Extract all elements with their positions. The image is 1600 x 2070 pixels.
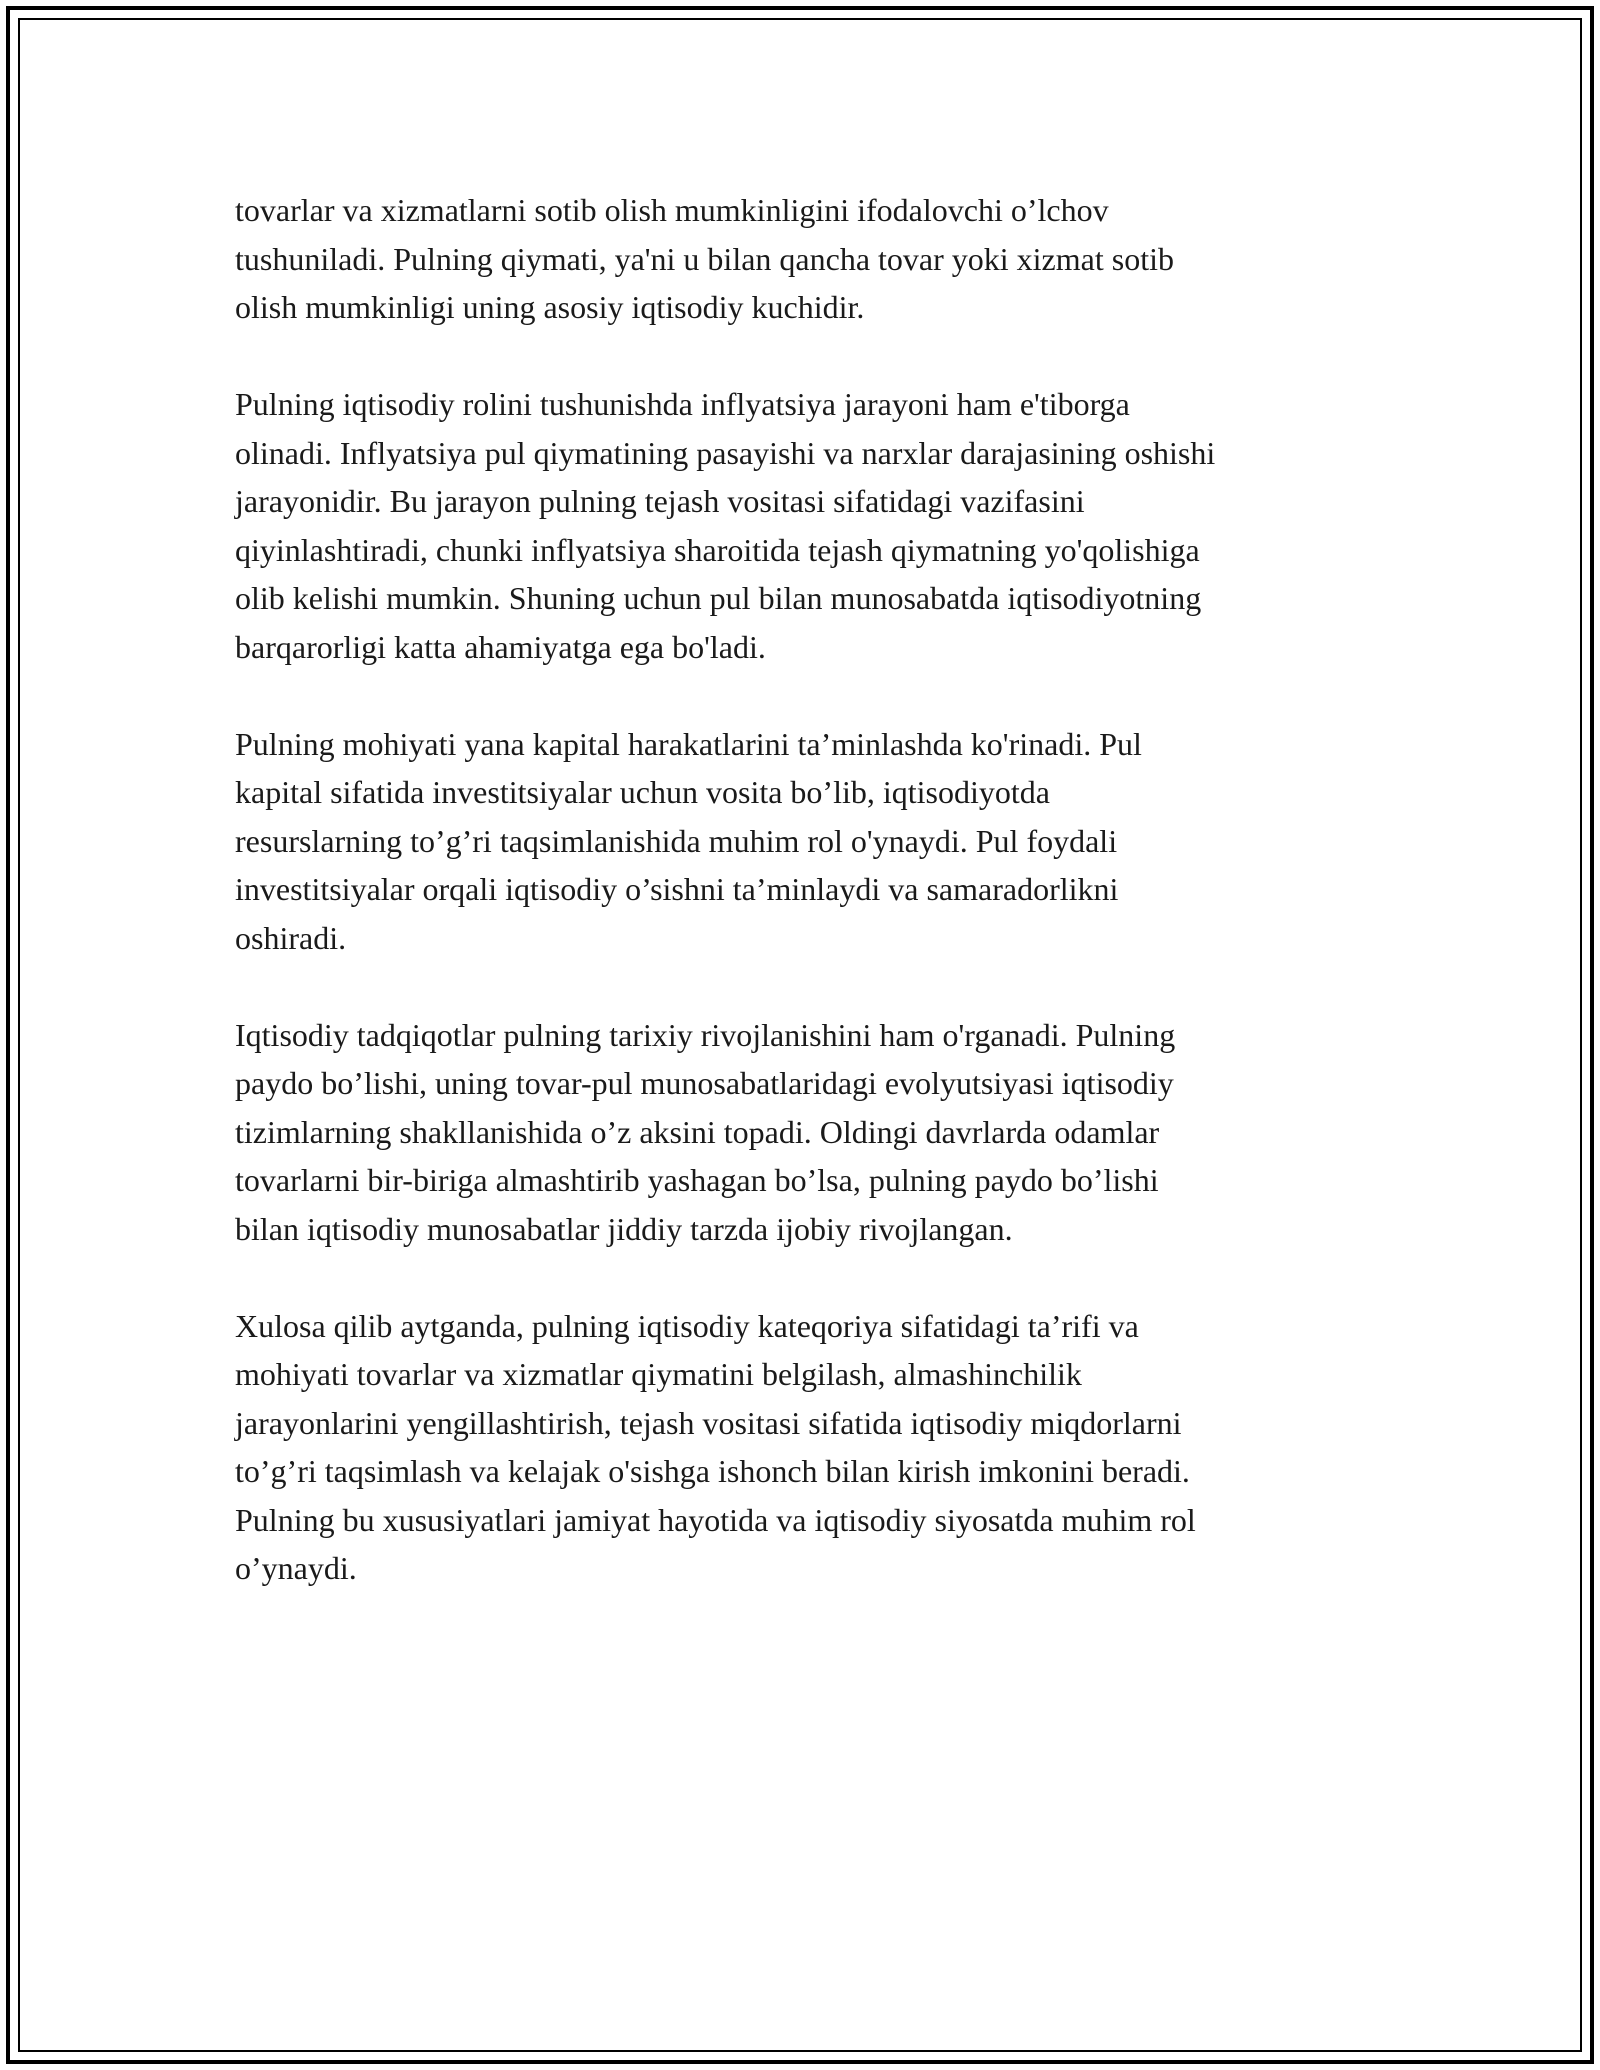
text-line: tizimlarning shakllanishida o’z aksini topadi. Oldingi davrlarda odamlar xyxy=(235,1113,1160,1150)
text-line: Pulning mohiyati yana kapital harakatlarini ta’minlashda ko'rinadi. Pul xyxy=(235,725,1142,762)
text-line: kapital sifatida investitsiyalar uchun vosita bo’lib, iqtisodiyotda xyxy=(235,774,1050,810)
paragraph-1 xyxy=(235,186,1375,332)
text-line: olib kelishi mumkin. Shuning uchun pul bilan munosabatda iqtisodiyotning xyxy=(235,580,1202,616)
text-line: paydo bo’lishi, uning tovar-pul munosabatlaridagi evolyutsiyasi iqtisodiy xyxy=(235,1065,1174,1101)
paragraph-2 xyxy=(235,380,1375,671)
text-line: Pulning bu xususiyatlari jamiyat hayotida va iqtisodiy siyosatda muhim rol xyxy=(235,1501,1196,1538)
text-line: investitsiyalar orqali iqtisodiy o’sishni ta’minlaydi va samaradorlikni xyxy=(235,871,1119,907)
text-line: Xulosa qilib aytganda, pulning iqtisodiy kateqoriya sifatidagi ta’rifi va xyxy=(235,1307,1139,1344)
text-line: olinadi. Inflyatsiya pul qiymatining pasayishi va narxlar darajasining oshishi xyxy=(235,434,1216,471)
text-line: tovarlar va xizmatlarni sotib olish mumkinligini ifodalovchi o’lchov xyxy=(235,192,1109,228)
text-line: Iqtisodiy tadqiqotlar pulning tarixiy rivojlanishini ham o'rganadi. Pulning xyxy=(235,1016,1176,1053)
text-line: jarayonidir. Bu jarayon pulning tejash vositasi sifatidagi vazifasini xyxy=(235,483,1085,519)
text-line: o’ynaydi. xyxy=(235,1550,357,1586)
paragraph-3 xyxy=(235,720,1375,963)
text-line: barqarorligi katta ahamiyatga ega bo'ladi. xyxy=(235,628,766,665)
text-line: olish mumkinligi uning asosiy iqtisodiy kuchidir. xyxy=(235,289,865,325)
paragraph-5 xyxy=(235,1302,1375,1593)
document-body xyxy=(235,186,1375,1641)
text-line: tushuniladi. Pulning qiymati, ya'ni u bilan qancha tovar yoki xizmat sotib xyxy=(235,240,1174,277)
text-line: to’g’ri taqsimlash va kelajak o'sishga ishonch bilan kirish imkonini beradi. xyxy=(235,1453,1190,1489)
paragraph-4 xyxy=(235,1011,1375,1254)
text-line: oshiradi. xyxy=(235,919,347,956)
text-line: qiyinlashtiradi, chunki inflyatsiya sharoitida tejash qiymatning yo'qolishiga xyxy=(235,531,1200,568)
text-line: bilan iqtisodiy munosabatlar jiddiy tarzda ijobiy rivojlangan. xyxy=(235,1210,1013,1247)
text-line: jarayonlarini yengillashtirish, tejash vositasi sifatida iqtisodiy miqdorlarni xyxy=(235,1404,1182,1441)
text-line: resurslarning to’g’ri taqsimlanishida muhim rol o'ynaydi. Pul foydali xyxy=(235,822,1118,859)
text-line: Pulning iqtisodiy rolini tushunishda inflyatsiya jarayoni ham e'tiborga xyxy=(235,386,1130,422)
text-line: mohiyati tovarlar va xizmatlar qiymatini belgilash, almashinchilik xyxy=(235,1356,1082,1392)
text-line: tovarlarni bir-biriga almashtirib yashagan bo’lsa, pulning paydo bo’lishi xyxy=(235,1162,1159,1198)
